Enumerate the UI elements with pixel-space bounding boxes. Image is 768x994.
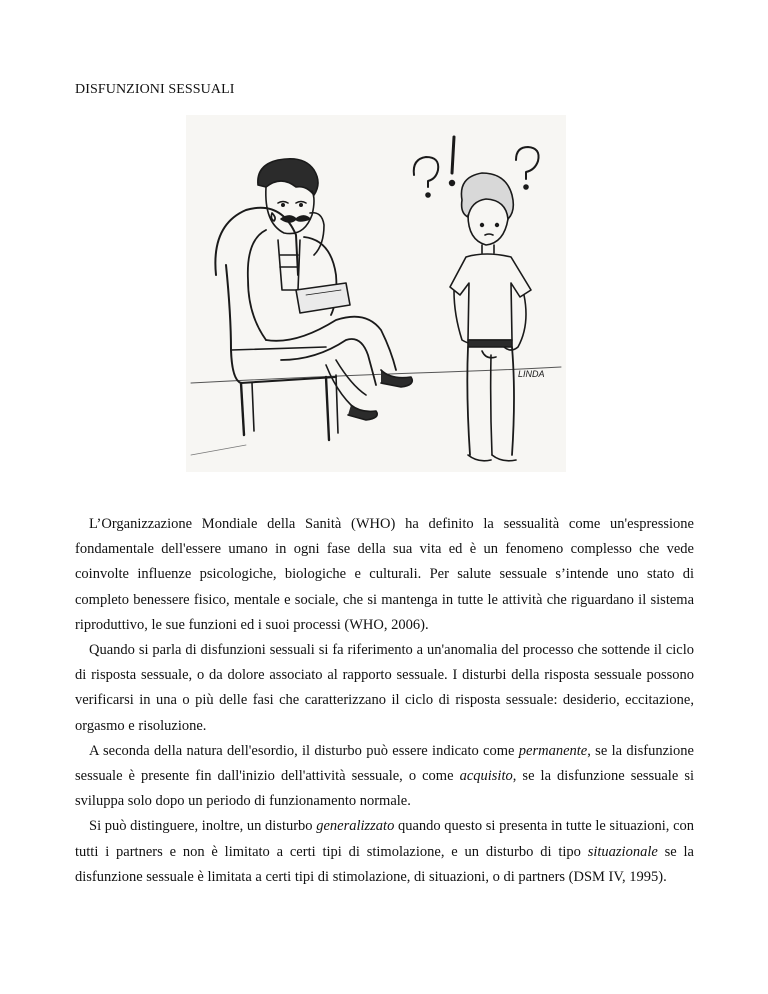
paragraph-sexual-dysfunctions: Quando si parla di disfunzioni sessuali si fa riferimento a un'anomalia del processo che sottende il ciclo di risposta sessuale, o da dolore associato al rapporto sessuale. I disturbi della risposta sessuale possono verificarsi in una o più delle fasi che caratterizzano il ciclo di risposta sessuale: desiderio, eccitazione, orgasmo e risoluzione. [75, 642, 694, 734]
page-title: DISFUNZIONI SESSUALI [75, 82, 235, 97]
cartoon-illustration [186, 115, 566, 472]
text-run: Si può distinguere, inoltre, un disturbo [89, 818, 317, 835]
artist-signature: LINDA [518, 369, 545, 379]
term-permanente: permanente [518, 742, 588, 759]
text-run: , se la disfunzione sessuale si sviluppa solo dopo un periodo di funzionamento normale. [75, 768, 694, 810]
text-run: se la disfunzione sessuale è limitata a certi tipi di stimolazione, di situazioni, o di partners (DSM IV, 1995). [75, 843, 694, 885]
paragraph-who-definition: L’Organizzazione Mondiale della Sanità (WHO) ha definito la sessualità come un'espressione fondamentale dell'essere umano in ogni fase della sua vita ed è un fenomeno complesso che vede coinvolte influenze psicologiche, biologiche e culturali. Per salute sessuale s’intende uno stato di completo benessere fisico, mentale e sociale, che si mantenga in tutte le attività che riguardano il sistema riproduttivo, le sue funzioni ed i suoi processi (WHO, 2006). [75, 516, 694, 633]
text-run: , se la disfunzione sessuale è presente fin dall'inizio dell'attività sessuale, o come [75, 742, 694, 785]
paragraph-onset-nature [75, 739, 694, 815]
text-run: A seconda della natura dell'esordio, il disturbo può essere indicato come [89, 742, 519, 759]
term-generalizzato: generalizzato [316, 818, 395, 835]
article-body [75, 512, 694, 890]
term-situazionale: situazionale [587, 843, 658, 860]
text-run: quando questo si presenta in tutte le situazioni, con tutti i partners e non è limitato a certi tipi di stimolazione, e un disturbo di tipo [75, 818, 695, 860]
term-acquisito: acquisito [459, 768, 513, 785]
paragraph-generalized-situational [75, 814, 694, 890]
